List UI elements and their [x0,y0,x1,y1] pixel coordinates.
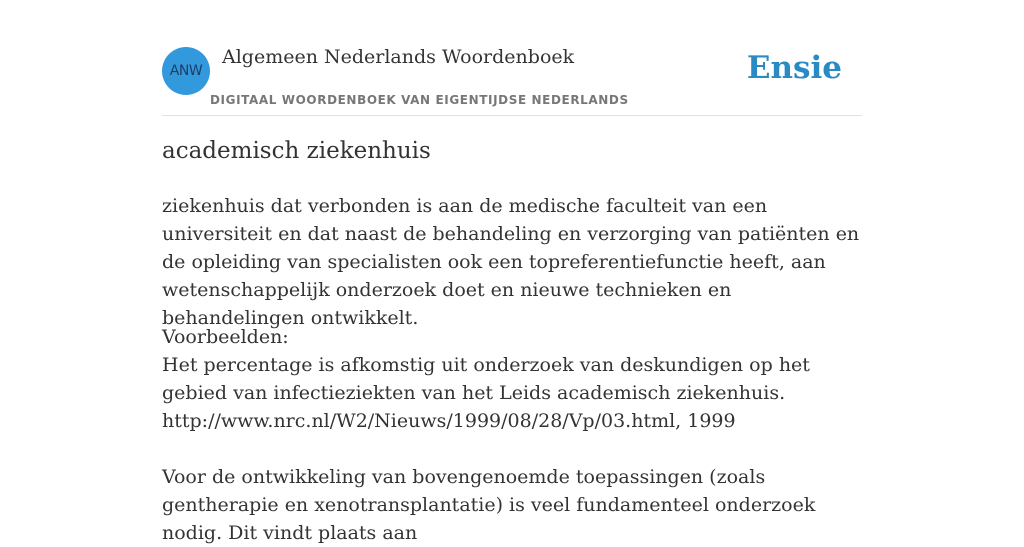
entry-definition: ziekenhuis dat verbonden is aan de medische faculteit van een universiteit en dat naast de behandeling en verzorging van patiënten en de opleiding van specialisten ook een topreferentiefunctie heeft, aan wetenschappelijk onderzoek doet en nieuwe technieken en behandelingen ontwikkelt. [162,195,860,329]
examples-section [162,323,862,547]
header [162,0,862,116]
example-text: Het percentage is afkomstig uit onderzoek van deskundigen op het gebied van infectieziekten van het Leids academisch ziekenhuis. [162,354,810,404]
example-text: Voor de ontwikkeling van bovengenoemde toepassingen (zoals gentherapie en xenotransplantatie) is veel fundamenteel onderzoek nodig. Dit vindt plaats aan [162,466,816,544]
anw-logo-text: ANW [169,63,203,79]
anw-logo[interactable] [162,47,210,95]
examples-heading: Voorbeelden: [162,326,289,348]
ensie-brand-logo[interactable]: Ensie [746,50,842,86]
example-item [162,463,862,547]
example-item [162,351,862,435]
page [162,0,862,544]
entry-term: academisch ziekenhuis [162,138,431,164]
dictionary-subtitle: DIGITAAL WOORDENBOEK VAN EIGENTIJDSE NEDERLANDS [210,93,629,107]
dictionary-title[interactable]: Algemeen Nederlands Woordenboek [222,46,575,68]
example-source: http://www.nrc.nl/W2/Nieuws/1999/08/28/Vp/03.html, 1999 [162,410,736,432]
